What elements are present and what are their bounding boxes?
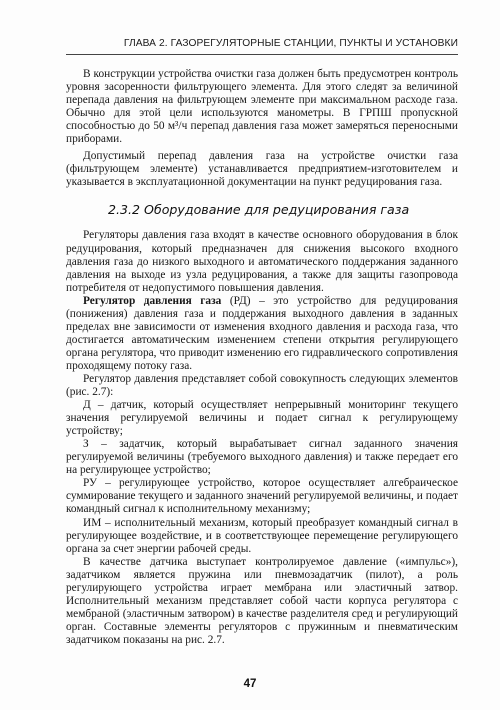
page-body (66, 68, 458, 647)
paragraph-filter-control: В конструкции устройства очистки газа должен быть предусмотрен контроль уровня засоренности фильтрующего элемента. Для этого следят за величиной перепада давления на фильтрующем элементе при максимальном расходе газа. Обычно для этой цели используются манометры. В ГРПШ пропускной способностью до 50 м³/ч перепад давления газа может замеряться переносными приборами. (66, 68, 458, 146)
list-item-actuator (66, 517, 458, 556)
list-item-regulating-device (66, 477, 458, 516)
list-item-sensor (66, 399, 458, 438)
paragraph-regulator-elements (66, 373, 458, 399)
paragraph-regulators-intro (66, 229, 458, 294)
paragraph-text: В качестве датчика выступает контролируемое давление («импульс»), задатчиком является пружина или пневмозадатчик (пилот), а роль регулирующего устройства играет мембрана или эластичный затвор. Исполнительный механизм представляет собой части корпуса регулятора с мембраной (эластичным затвором) в качестве разделителя сред и регулирующий орган. Составные элементы регуляторов с пружинным и пневматическим задатчиком показаны на рис. 2.7. (66, 555, 458, 646)
paragraph-pressure-drop: Допустимый перепад давления газа на устройстве очистки газа (фильтрующем элементе) устанавливается предприятием-изготовителем и указывается в эксплуатационной документации на пункт редуцирования газа. (66, 150, 458, 189)
paragraph-text: РУ – регулирующее устройство, которое осуществляет алгебраическое суммирование текущего и заданного значений регулируемой величины, и подает командный сигнал к исполнительному механизму; (66, 477, 458, 516)
header-divider (66, 54, 458, 55)
paragraph-text: Д – датчик, который осуществляет непрерывный мониторинг текущего значения регулируемой величины и подает сигнал к регулирующему устройству; (66, 399, 458, 438)
paragraph-text: З – задатчик, который вырабатывает сигнал заданного значения регулируемой величины (требуемого выходного давления) и также передает его на регулирующее устройство; (66, 438, 458, 477)
list-item-setter (66, 438, 458, 477)
paragraph-text: ИМ – исполнительный механизм, который преобразует командный сигнал в регулирующее воздействие, и в соответствующее перемещение регулирующего органа за счет энергии рабочей среды. (66, 516, 458, 555)
running-header: ГЛАВА 2. ГАЗОРЕГУЛЯТОРНЫЕ СТАНЦИИ, ПУНКТЫ И УСТАНОВКИ (123, 38, 458, 49)
section-heading: 2.3.2 Оборудование для редуцирования газа (108, 202, 410, 218)
paragraph-text: Регуляторы давления газа входят в качестве основного оборудования в блок редуцирования, который предназначен для снижения высокого входного давления газа до низкого выходного и автоматического поддержания заданного давления на выходе из узла редуцирования, а также для защиты газопровода потребителя от недопустимого повышения давления. (66, 229, 458, 294)
paragraph-regulator-definition (66, 295, 458, 373)
page-number: 47 (243, 678, 257, 690)
paragraph-sensor-role (66, 556, 458, 647)
paragraph-text: Регулятор давления представляет собой совокупность следующих элементов (рис. 2.7): (66, 372, 458, 399)
paragraph-text: (РД) – это устройство для редуцирования (понижения) давления газа и поддержания выходного давления в заданных пределах вне зависимости от изменения входного давления и расхода газа, что достигается автоматическим изменением степени открытия регулирующего органа регулятора, что приводит изменению его гидравлического сопротивления проходящему потоку газа. (66, 294, 458, 372)
term-bold: Регулятор давления газа (83, 294, 222, 307)
